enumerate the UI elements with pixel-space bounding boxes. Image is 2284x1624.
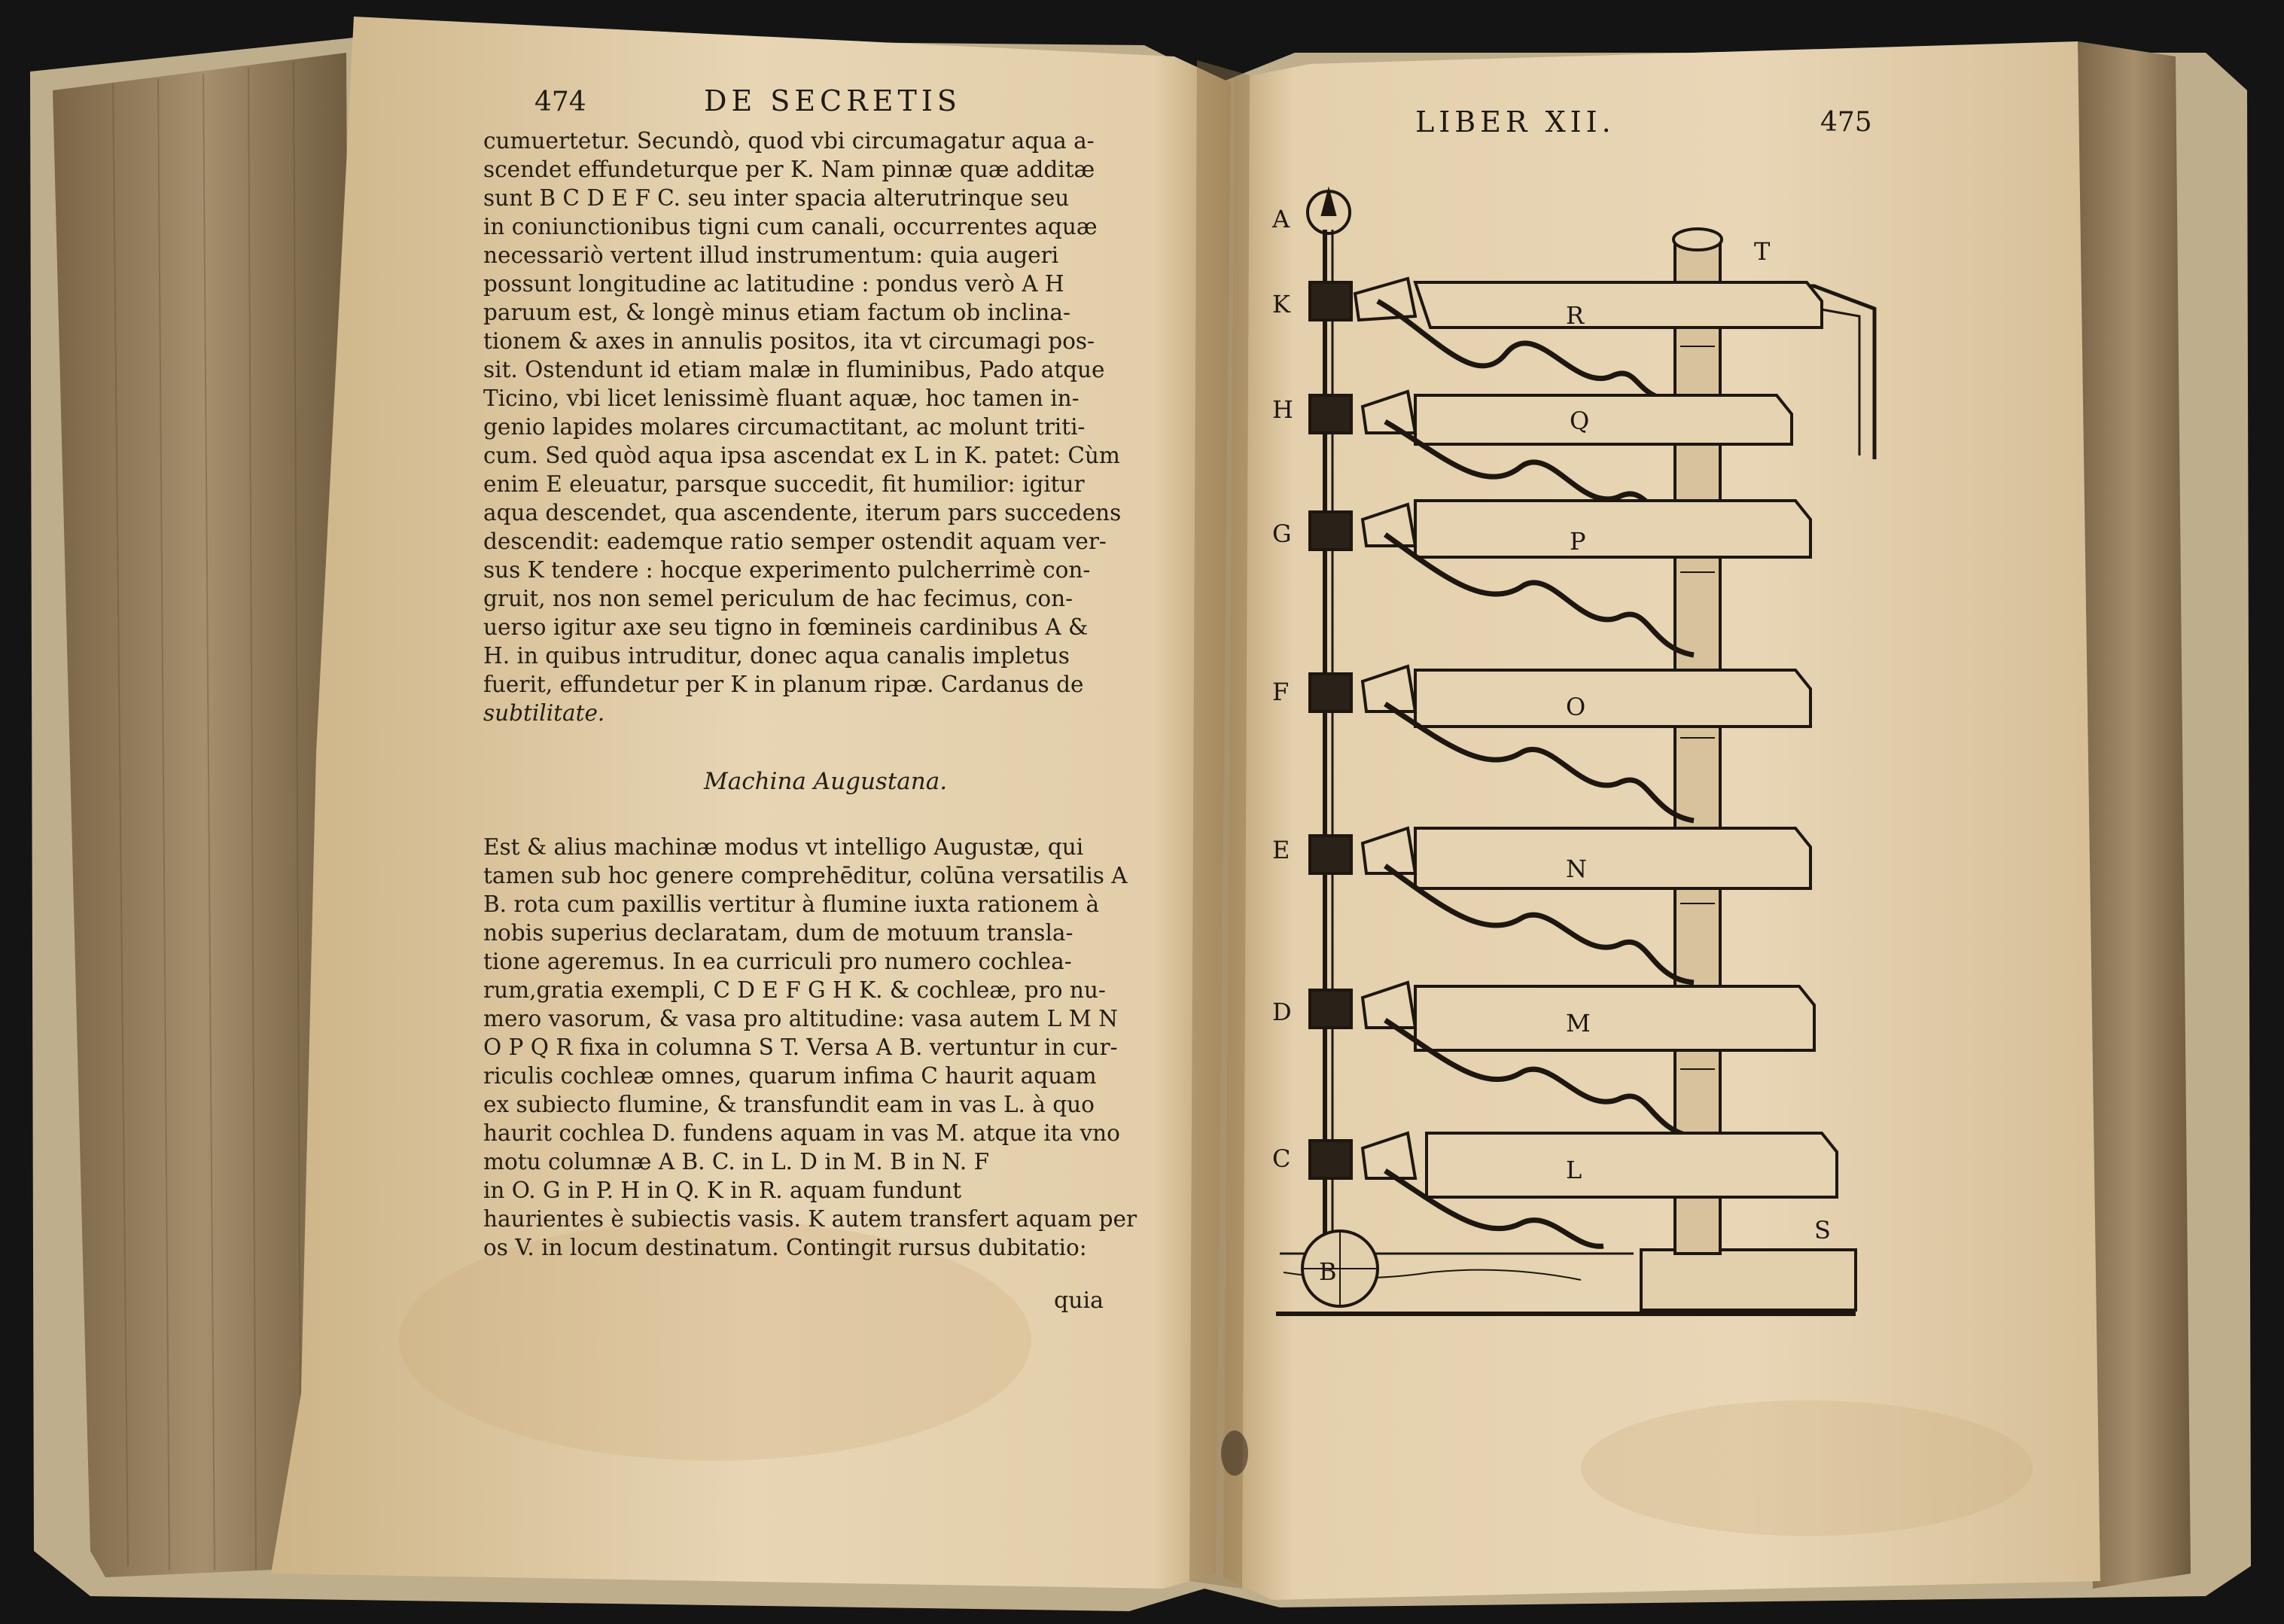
vessel-shelf xyxy=(1310,1133,1837,1246)
catchword: quia xyxy=(1054,1287,1104,1314)
text-line: rum,gratia exempli, C D E F G H K. & cochleæ, pro nu- xyxy=(483,977,1106,1003)
vessel-shelf xyxy=(1310,983,1814,1137)
text-line: Est & alius machinæ modus vt intelligo Augustæ, qui xyxy=(483,834,1084,860)
label-e: E xyxy=(1272,836,1290,864)
label-q: Q xyxy=(1570,407,1590,435)
text-line: H. in quibus intruditur, donec aqua canalis impletus xyxy=(483,643,1070,669)
text-line: scendet effundeturque per K. Nam pinnæ quæ additæ xyxy=(483,157,1095,182)
text-line: sus K tendere : hocque experimento pulcherrimè con- xyxy=(483,557,1091,583)
text-line: haurientes è subiectis vasis. K autem transfert aquam per xyxy=(483,1206,1137,1232)
label-k: K xyxy=(1272,290,1290,318)
text-line: sunt B C D E F C. seu inter spacia alterutrinque seu xyxy=(483,185,1070,211)
label-g: G xyxy=(1272,519,1292,548)
text-line: motu columnæ A B. C. in L. D in M. B in N. F xyxy=(483,1149,990,1175)
text-line: descendit: eademque ratio semper ostendit aquam ver- xyxy=(483,529,1107,554)
text-line: haurit cochlea D. fundens aquam in vas M. atque ita vno xyxy=(483,1120,1120,1146)
label-m: M xyxy=(1566,1009,1591,1037)
text-line: paruum est, & longè minus etiam factum ob inclina- xyxy=(483,300,1070,325)
text-line: possunt longitudine ac latitudine : pondus verò A H xyxy=(483,271,1064,297)
running-head-left: DE SECRETIS xyxy=(704,84,961,117)
vessel-shelf xyxy=(1310,828,1810,983)
text-line: in coniunctionibus tigni cum canali, occurrentes aquæ xyxy=(483,214,1098,239)
section-title: Machina Augustana. xyxy=(704,768,948,795)
text-line: ex subiecto flumine, & transfundit eam in vas L. à quo xyxy=(483,1092,1095,1117)
text-line: Ticino, vbi licet lenissimè fluant aquæ, hoc tamen in- xyxy=(483,385,1080,411)
text-line: necessariò vertent illud instrumentum: quia augeri xyxy=(483,242,1059,268)
text-line: gruit, nos non semel periculum de hac fecimus, con- xyxy=(483,586,1073,611)
label-p: P xyxy=(1570,527,1586,556)
text-line: tionem & axes in annulis positos, ita vt circumagi pos- xyxy=(483,328,1095,354)
label-d: D xyxy=(1272,998,1292,1026)
text-line: fuerit, effundetur per K in planum ripæ. Cardanus de xyxy=(483,672,1084,697)
text-line: uerso igitur axe seu tigno in fœmineis cardinibus A & xyxy=(483,614,1089,640)
text-line: cum. Sed quòd aqua ipsa ascendat ex L in K. patet: Cùm xyxy=(483,443,1120,468)
text-line: enim E eleuatur, parsque succedit, fit humilior: igitur xyxy=(483,471,1085,497)
label-b: B xyxy=(1319,1257,1337,1286)
text-line: genio lapides molares circumactitant, ac molunt triti- xyxy=(483,414,1086,440)
text-line: in O. G in P. H in Q. K in R. aquam fundunt xyxy=(483,1178,962,1203)
text-line: riculis cochleæ omnes, quarum infima C haurit aquam xyxy=(483,1063,1097,1089)
text-line: sit. Ostendunt id etiam malæ in fluminibus, Pado atque xyxy=(483,357,1105,382)
text-line: B. rota cum paxillis vertitur à flumine iuxta rationem à xyxy=(483,891,1100,917)
label-f: F xyxy=(1272,678,1290,706)
label-t: T xyxy=(1754,237,1771,266)
page-number-right: 475 xyxy=(1820,107,1872,138)
text-line: subtilitate. xyxy=(483,700,605,726)
text-line: tamen sub hoc genere comprehēditur, colūna versatilis A xyxy=(483,863,1128,888)
label-l: L xyxy=(1566,1156,1582,1184)
vessel-shelf xyxy=(1310,666,1810,821)
label-n: N xyxy=(1566,855,1587,883)
text-line: cumuertetur. Secundò, quod vbi circumagatur aqua a- xyxy=(483,128,1095,154)
running-head-right: LIBER XII. xyxy=(1415,105,1616,139)
text-line: nobis superius declaratam, dum de motuum transla- xyxy=(483,920,1073,946)
label-a: A xyxy=(1272,205,1290,233)
label-r: R xyxy=(1566,301,1585,330)
label-c: C xyxy=(1272,1144,1291,1173)
page-number-left: 474 xyxy=(534,87,586,117)
text-line: mero vasorum, & vasa pro altitudine: vasa autem L M N xyxy=(483,1006,1118,1031)
text-line: tione ageremus. In ea curriculi pro numero cochlea- xyxy=(483,949,1072,974)
text-line: O P Q R fixa in columna S T. Versa A B. vertuntur in cur- xyxy=(483,1034,1118,1060)
label-s: S xyxy=(1814,1216,1831,1245)
label-o: O xyxy=(1566,693,1586,721)
vessel-shelf xyxy=(1310,279,1822,400)
label-h: H xyxy=(1272,395,1293,424)
text-line: aqua descendet, qua ascendente, iterum pars succedens xyxy=(483,500,1122,526)
vessel-shelf xyxy=(1310,501,1810,655)
text-line: os V. in locum destinatum. Contingit rursus dubitatio: xyxy=(483,1235,1087,1260)
